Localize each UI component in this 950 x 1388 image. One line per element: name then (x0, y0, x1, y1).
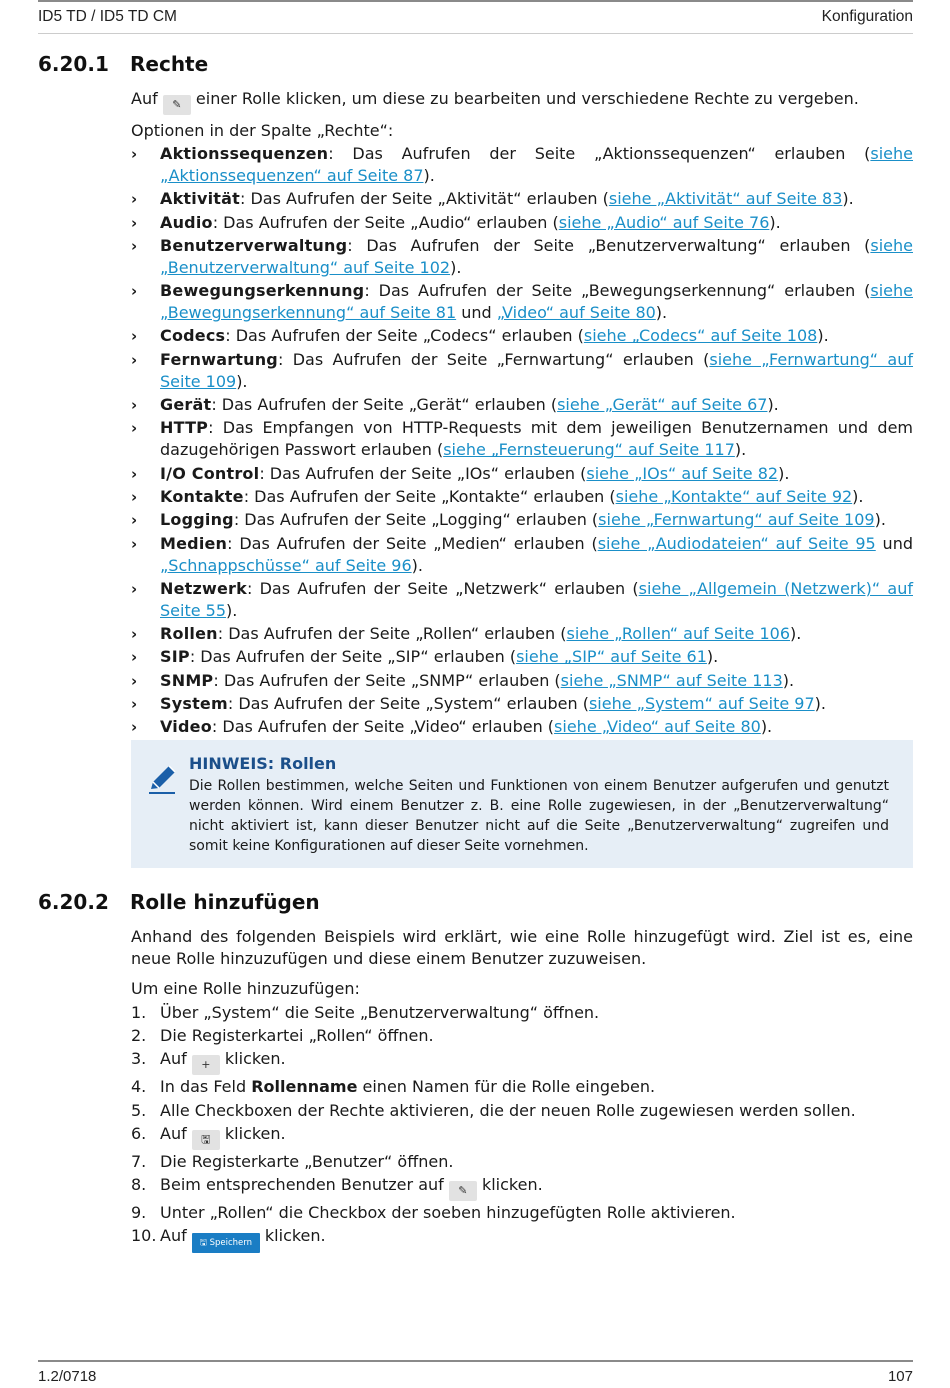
save-button[interactable]: 🖫 Speichern (192, 1233, 260, 1253)
step-text: In das Feld (160, 1077, 252, 1097)
cross-reference-link[interactable]: siehe „SNMP“ auf Seite 113 (560, 670, 783, 690)
step-item (131, 1047, 913, 1075)
page-header (38, 0, 913, 28)
bullet-arrow-icon: › (131, 213, 138, 232)
step-item (131, 1150, 913, 1173)
page-number: 107 (887, 1368, 913, 1385)
step-item (131, 1001, 913, 1024)
rights-list-item (131, 716, 913, 738)
rights-list-item (131, 417, 913, 461)
bullet-arrow-icon: › (131, 396, 138, 415)
rights-list-item (131, 325, 913, 347)
rights-list-item (131, 578, 913, 622)
right-name: Audio (160, 212, 213, 232)
section-title: Rolle hinzufügen (130, 890, 320, 914)
steps-label: Um eine Rolle hinzuzufügen: (131, 979, 360, 998)
step-text: Die Registerkarte „Benutzer“ öffnen. (160, 1151, 454, 1171)
rights-list-item (131, 463, 913, 485)
bullet-arrow-icon: › (131, 511, 138, 530)
closing-paren: ). (706, 647, 719, 667)
step-number: 2. (131, 1026, 147, 1046)
bullet-arrow-icon: › (131, 718, 138, 737)
right-name: Gerät (160, 395, 212, 415)
right-description: : Das Aufrufen der Seite „Netzwerk“ erlauben ( (246, 578, 639, 598)
closing-paren: ). (423, 166, 435, 185)
cross-reference-link[interactable]: „Video“ auf Seite 80 (496, 303, 656, 323)
right-description: : Das Aufrufen der Seite „Gerät“ erlauben ( (211, 395, 558, 415)
bullet-arrow-icon: › (131, 579, 138, 598)
cross-reference-link[interactable]: siehe „Benutzerverwaltung“ auf Seite 102 (160, 235, 913, 277)
plus-icon: + (192, 1055, 220, 1075)
step-number: 7. (131, 1151, 147, 1171)
step-item (131, 1224, 913, 1253)
right-name: Fernwartung (160, 349, 278, 369)
rights-list-item (131, 235, 913, 279)
right-description: : Das Aufrufen der Seite „Aktionssequenzen“ erlauben ( (328, 144, 871, 163)
right-name: SIP (160, 647, 190, 667)
step-number: 9. (131, 1203, 147, 1223)
bullet-arrow-icon: › (131, 350, 138, 369)
closing-paren: ). (842, 189, 854, 209)
step-number: 5. (131, 1100, 147, 1120)
right-name: Medien (160, 533, 228, 553)
right-name: Aktionssequenzen (160, 144, 329, 163)
step-item (131, 1024, 913, 1047)
closing-paren: ). (782, 670, 795, 690)
section-heading-rechte (38, 52, 208, 76)
right-name: Bewegungserkennung (160, 281, 365, 301)
right-description: : Das Aufrufen der Seite „SIP“ erlauben ( (189, 647, 517, 667)
bullet-arrow-icon: › (131, 327, 138, 346)
closing-paren: ). (236, 371, 248, 391)
step-number: 6. (131, 1123, 147, 1143)
step-text: Auf (160, 1123, 187, 1143)
closing-paren: ). (790, 624, 802, 644)
section-number: 6.20.1 (38, 52, 109, 76)
closing-paren: ). (874, 510, 886, 530)
step-item (131, 1201, 913, 1224)
bullet-arrow-icon: › (131, 464, 138, 483)
step-text: Über „System“ die Seite „Benutzerverwaltung“ öffnen. (160, 1003, 600, 1022)
right-description: : Das Aufrufen der Seite „Benutzerverwaltung“ erlauben ( (347, 235, 871, 255)
closing-paren: ). (769, 212, 781, 232)
cross-reference-link[interactable]: siehe „Video“ auf Seite 80 (554, 717, 761, 737)
right-name: System (160, 694, 228, 714)
cross-reference-link[interactable]: siehe „Allgemein (Netzwerk)“ auf Seite 55 (160, 578, 913, 620)
bullet-arrow-icon: › (131, 534, 138, 553)
bullet-arrow-icon: › (131, 190, 138, 209)
step-text: klicken. (264, 1226, 326, 1246)
rights-list-item (131, 212, 913, 234)
closing-paren: ). (814, 694, 826, 714)
right-description: : Das Aufrufen der Seite „Bewegungserkennung“ erlauben ( (364, 281, 871, 301)
bullet-arrow-icon: › (131, 282, 138, 301)
rights-list-item (131, 394, 913, 416)
right-description: : Das Aufrufen der Seite „Logging“ erlauben ( (233, 510, 599, 530)
cross-reference-link[interactable]: siehe „SIP“ auf Seite 61 (516, 647, 707, 667)
header-product: ID5 TD / ID5 TD CM (38, 8, 177, 25)
rights-list-item (131, 188, 913, 210)
right-description: : Das Aufrufen der Seite „Medien“ erlauben ( (227, 533, 598, 553)
cross-reference-link[interactable]: siehe „IOs“ auf Seite 82 (586, 463, 779, 483)
edit-icon: ✎ (163, 95, 191, 115)
rights-list-item (131, 533, 913, 577)
step-text: Auf (160, 1226, 187, 1246)
step-text: klicken. (481, 1175, 543, 1195)
right-name: Netzwerk (160, 578, 247, 598)
step-text: Alle Checkboxen der Rechte aktivieren, die der neuen Rolle zugewiesen werden sollen. (160, 1100, 856, 1120)
step-number: 3. (131, 1049, 147, 1069)
step-item (131, 1122, 913, 1150)
closing-paren: ). (817, 326, 829, 346)
save-button-label: Speichern (209, 1238, 252, 1249)
cross-reference-link[interactable]: „Schnappschüsse“ auf Seite 96 (160, 555, 412, 575)
footer-divider (38, 1360, 913, 1362)
right-name: Benutzerverwaltung (160, 235, 348, 255)
pencil-icon (145, 762, 179, 796)
cross-reference-link[interactable]: siehe „Audio“ auf Seite 76 (558, 212, 770, 232)
step-text: Die Registerkartei „Rollen“ öffnen. (160, 1026, 434, 1046)
rights-list-item (131, 509, 913, 531)
bullet-arrow-icon: › (131, 145, 138, 163)
step-text: klicken. (224, 1123, 286, 1143)
steps-list (131, 1001, 913, 1253)
rights-list-item (131, 280, 913, 324)
right-name: Logging (160, 510, 234, 530)
right-name: Video (160, 717, 212, 737)
bullet-arrow-icon: › (131, 625, 138, 644)
closing-paren: ). (760, 717, 773, 737)
rights-list-item (131, 670, 913, 692)
right-description: : Das Empfangen von HTTP-Requests mit dem jeweiligen Benutzernamen und dem dazugehörigen Passwort erlauben ( (160, 418, 913, 460)
cross-reference-link[interactable]: siehe „Fernwartung“ auf Seite 109 (598, 510, 875, 530)
step-text: klicken. (224, 1049, 286, 1069)
bullet-arrow-icon: › (131, 419, 138, 438)
cross-reference-link[interactable]: siehe „Rollen“ auf Seite 106 (566, 624, 791, 644)
rights-list-item (131, 646, 913, 668)
right-description: : Das Aufrufen der Seite „IOs“ erlauben ( (259, 463, 587, 483)
right-description: : Das Aufrufen der Seite „Audio“ erlauben ( (212, 212, 559, 232)
closing-paren: ). (411, 555, 423, 575)
section-number: 6.20.2 (38, 890, 109, 914)
step-number: 10. (131, 1226, 157, 1246)
bullet-arrow-icon: › (131, 236, 138, 255)
intro-before: Auf (131, 89, 158, 108)
save-icon: 🖫 (192, 1130, 220, 1150)
step-text: Unter „Rollen“ die Checkbox der soeben hinzugefügten Rolle aktivieren. (160, 1203, 736, 1223)
right-name: HTTP (160, 418, 209, 438)
cross-reference-link[interactable]: siehe „Aktivität“ auf Seite 83 (608, 189, 843, 209)
step-text: Auf (160, 1049, 187, 1069)
rights-list-item (131, 486, 913, 508)
note-title: HINWEIS: Rollen (189, 754, 337, 773)
intro-after: einer Rolle klicken, um diese zu bearbeiten und verschiedene Rechte zu vergeben. (195, 89, 859, 108)
right-description: : Das Aufrufen der Seite „Codecs“ erlauben ( (225, 326, 584, 346)
edit-icon: ✎ (449, 1181, 477, 1201)
right-description: : Das Aufrufen der Seite „Fernwartung“ erlauben ( (277, 349, 710, 369)
cross-reference-link[interactable]: siehe „Aktionssequenzen“ auf Seite 87 (160, 144, 913, 185)
step-item (131, 1099, 913, 1122)
conjunction: und (875, 533, 913, 553)
section-title: Rechte (130, 52, 209, 76)
rights-list-item (131, 143, 913, 187)
right-name: SNMP (160, 670, 214, 690)
section2-intro: Anhand des folgenden Beispiels wird erklärt, wie eine Rolle hinzugefügt wird. Ziel ist es, eine neue Rolle hinzuzufügen und diese einem Benutzer zuzuweisen. (131, 927, 913, 968)
cross-reference-link[interactable]: siehe „Bewegungserkennung“ auf Seite 81 (160, 281, 913, 323)
right-name: I/O Control (160, 463, 260, 483)
cross-reference-link[interactable]: siehe „Fernwartung“ auf Seite 109 (160, 349, 914, 391)
right-description: : Das Aufrufen der Seite „Video“ erlauben ( (211, 717, 555, 737)
rights-list (131, 143, 913, 740)
cross-reference-link[interactable]: siehe „Kontakte“ auf Seite 92 (615, 486, 853, 506)
closing-paren: ). (852, 486, 864, 506)
right-description: : Das Aufrufen der Seite „SNMP“ erlauben ( (213, 670, 561, 690)
conjunction: und (456, 303, 497, 323)
right-description: : Das Aufrufen der Seite „System“ erlauben ( (227, 694, 589, 714)
section-heading-rolle-hinzufuegen (38, 890, 320, 914)
bullet-arrow-icon: › (131, 648, 138, 667)
header-divider (38, 33, 913, 34)
options-label: Optionen in der Spalte „Rechte“: (131, 121, 394, 140)
right-name: Kontakte (160, 486, 244, 506)
bullet-arrow-icon: › (131, 487, 138, 506)
cross-reference-link[interactable]: siehe „Fernsteuerung“ auf Seite 117 (443, 440, 735, 460)
step-item (131, 1075, 913, 1098)
step-text: Beim entsprechenden Benutzer auf (160, 1175, 444, 1195)
step-text: einen Namen für die Rolle eingeben. (357, 1077, 656, 1097)
note-box (131, 740, 913, 868)
closing-paren: ). (778, 463, 790, 483)
rights-list-item (131, 623, 913, 645)
closing-paren: ). (450, 257, 462, 277)
note-body: Die Rollen bestimmen, welche Seiten und Funktionen von einem Benutzer aufgerufen und genutzt werden können. Wird einem Benutzer z. B. eine Rolle zugewiesen, in der „Benutzerverwaltung“ nicht aktiviert ist, kann dieser Benutzer nicht auf die Seite „Benutzerverwaltung“ zugreifen und somit keine Konfigurationen auf dieser Seite vornehmen. (189, 778, 889, 854)
header-chapter: Konfiguration (821, 8, 913, 25)
closing-paren: ). (655, 303, 668, 323)
cross-reference-link[interactable]: siehe „System“ auf Seite 97 (588, 694, 815, 714)
right-name: Codecs (160, 326, 226, 346)
step-number: 1. (131, 1003, 147, 1022)
rights-list-item (131, 693, 913, 715)
footer-version: 1.2/0718 (38, 1368, 97, 1385)
step-number: 4. (131, 1077, 147, 1097)
step-item (131, 1173, 913, 1201)
right-name: Rollen (160, 624, 218, 644)
right-description: : Das Aufrufen der Seite „Rollen“ erlauben ( (217, 624, 567, 644)
bullet-arrow-icon: › (131, 671, 138, 690)
cross-reference-link[interactable]: siehe „Codecs“ auf Seite 108 (583, 326, 818, 346)
closing-paren: ). (226, 600, 238, 620)
bullet-arrow-icon: › (131, 695, 138, 714)
right-name: Aktivität (160, 189, 240, 209)
right-description: : Das Aufrufen der Seite „Kontakte“ erlauben ( (243, 486, 616, 506)
right-description: : Das Aufrufen der Seite „Aktivität“ erlauben ( (239, 189, 609, 209)
step-number: 8. (131, 1175, 147, 1195)
field-name: Rollenname (251, 1077, 358, 1097)
closing-paren: ). (767, 395, 779, 415)
cross-reference-link[interactable]: siehe „Gerät“ auf Seite 67 (557, 395, 768, 415)
cross-reference-link[interactable]: siehe „Audiodateien“ auf Seite 95 (597, 533, 876, 553)
section1-intro (131, 88, 913, 115)
closing-paren: ). (734, 440, 747, 460)
rights-list-item (131, 349, 913, 393)
